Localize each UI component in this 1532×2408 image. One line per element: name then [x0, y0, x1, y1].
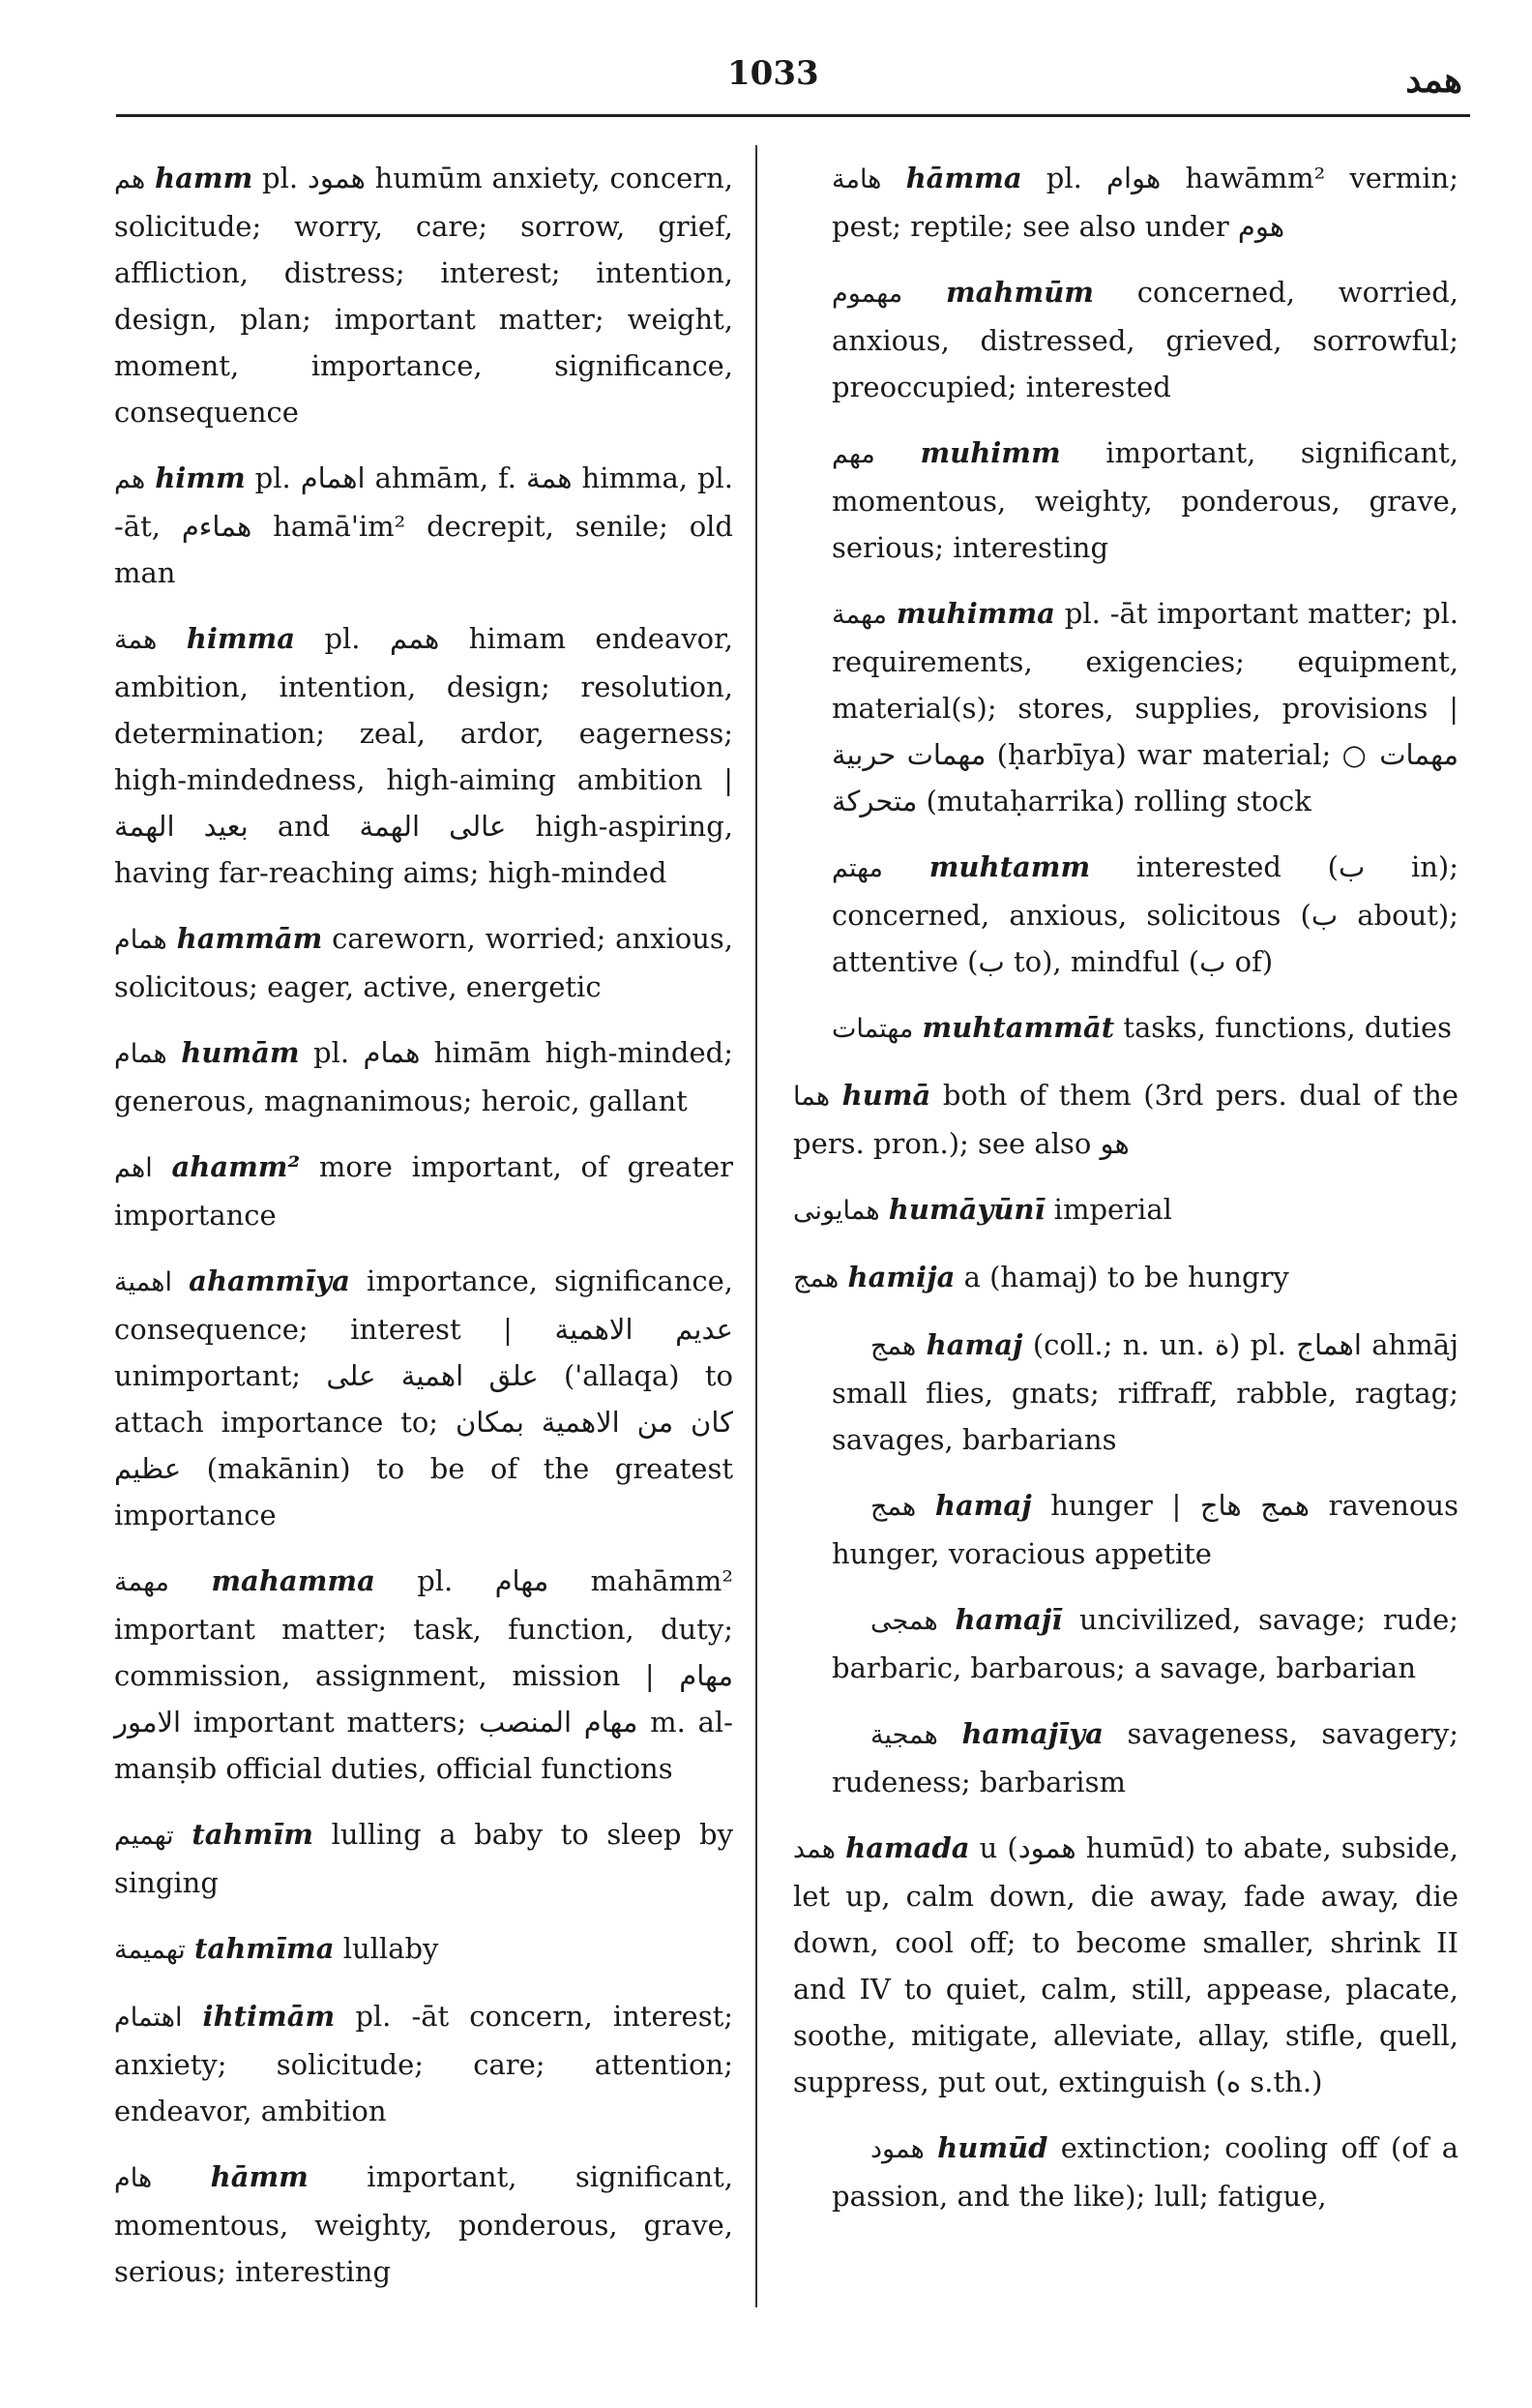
- arabic-term: هام: [114, 2163, 153, 2193]
- definition-text: concerned, worried, anxious, distressed, grieved, sorrowful; preoccupied; interested: [832, 276, 1458, 403]
- transliteration: mahmūm: [945, 276, 1094, 309]
- dictionary-entry: [832, 1004, 1458, 1053]
- transliteration: ihtimām: [202, 2000, 336, 2033]
- running-headword: همد: [1405, 60, 1462, 101]
- definition-text: importance, significance, consequence; interest | عديم الاهمية unimportant; علق اهمية على ('allaqa) to attach importance to; كان من الاهمية بمكان عظيم (makānin) to be of the greatest importance: [114, 1264, 733, 1531]
- definition-text: u (همود humūd) to abate, subside, let up, calm down, die away, fade away, die down, cool off; to become smaller, shrink II and IV to quiet, calm, still, appease, placate, soothe, mitigate, alleviate, allay, stifle, quell, suppress, put out, extinguish (ه s.th.): [793, 1831, 1458, 2098]
- definition-text: interested (ب in); concerned, anxious, solicitous (ب about); attentive (ب to), mindful (ب of): [832, 850, 1458, 978]
- arabic-term: هامة: [832, 164, 882, 194]
- transliteration: hamaj: [926, 1328, 1023, 1361]
- definition-text: (coll.; n. un. ة) pl. اهماج ahmāj small flies, gnats; riffraff, rabble, ragtag; savages, barbarians: [832, 1328, 1459, 1456]
- transliteration: hamada: [845, 1831, 970, 1864]
- transliteration: mahamma: [211, 1564, 375, 1597]
- dictionary-entry: [793, 1186, 1458, 1234]
- arabic-term: اهتمام: [114, 2003, 183, 2033]
- dictionary-entry: [114, 1258, 733, 1538]
- definition-text: important, significant, momentous, weighty, ponderous, grave, serious; interesting: [114, 2160, 733, 2288]
- arabic-term: همايونى: [793, 1196, 880, 1226]
- arabic-term: تهميمة: [114, 1935, 186, 1965]
- transliteration: hammām: [176, 922, 323, 955]
- arabic-term: همج: [793, 1263, 840, 1293]
- transliteration: hamija: [847, 1261, 956, 1293]
- dictionary-entry: [793, 1072, 1458, 1167]
- dictionary-entry: [832, 2125, 1458, 2219]
- right-column: [793, 155, 1459, 2239]
- transliteration: hāmm: [210, 2160, 309, 2193]
- dictionary-entry: [114, 455, 733, 596]
- dictionary-entry: [114, 1993, 733, 2134]
- arabic-term: همجى: [870, 1606, 938, 1636]
- dictionary-entry: [114, 1558, 733, 1792]
- definition-text: important, significant, momentous, weighty, ponderous, grave, serious; interesting: [832, 436, 1459, 564]
- transliteration: himm: [155, 461, 246, 494]
- definition-text: imperial: [1045, 1193, 1172, 1226]
- dictionary-entry: [114, 1811, 733, 1906]
- definition-text: pl. همم himam endeavor, ambition, intention, design; resolution, determination; zeal, ardor, eagerness; high-mindedness, high-aiming ambition | بعيد الهمة and عالى الهمة high-aspiring, having far-reaching aims; high-minded: [114, 622, 734, 889]
- definition-text: pl. همام himām high-minded; generous, magnanimous; heroic, gallant: [114, 1036, 733, 1117]
- arabic-term: همد: [793, 1834, 837, 1864]
- definition-text: uncivilized, savage; rude; barbaric, barbarous; a savage, barbarian: [832, 1603, 1458, 1684]
- transliteration: tahmīm: [192, 1818, 313, 1851]
- arabic-term: همة: [114, 625, 158, 655]
- column-divider: [755, 145, 757, 2307]
- dictionary-entry: [114, 615, 733, 896]
- page-number: 1033: [727, 54, 819, 93]
- arabic-term: هم: [114, 164, 146, 194]
- arabic-term: اهمية: [114, 1267, 172, 1297]
- dictionary-entry: [114, 155, 733, 435]
- arabic-term: مهتمات: [832, 1014, 914, 1044]
- arabic-term: هم: [114, 464, 146, 494]
- transliteration: muhimm: [920, 436, 1061, 469]
- dictionary-entry: [114, 1925, 733, 1974]
- dictionary-entry: [832, 1710, 1458, 1805]
- definition-text: lulling a baby to sleep by singing: [114, 1818, 734, 1899]
- definition-text: pl. مهام mahāmm² important matter; task, function, duty; commission, assignment, mission | مهام الامور important matters; مهام المنصب m. al-manṣib official duties, official functions: [114, 1564, 734, 1785]
- transliteration: muhtammāt: [922, 1011, 1115, 1044]
- definition-text: more important, of greater importance: [114, 1150, 733, 1232]
- definition-text: tasks, functions, duties: [1114, 1011, 1453, 1044]
- dictionary-entry: [793, 1254, 1458, 1302]
- dictionary-entry: [114, 1144, 733, 1238]
- dictionary-entry: [832, 430, 1458, 571]
- definition-text: pl. -āt concern, interest; anxiety; solicitude; care; attention; endeavor, ambition: [114, 2000, 734, 2127]
- definition-text: pl. اهمام ahmām, f. همة himma, pl. -āt, هماءم hamā'im² decrepit, senile; old man: [114, 461, 734, 589]
- arabic-term: همجية: [870, 1720, 938, 1750]
- transliteration: humūd: [937, 2131, 1048, 2164]
- transliteration: tahmīma: [194, 1932, 335, 1965]
- arabic-term: مهم: [832, 439, 875, 469]
- arabic-term: تهميم: [114, 1821, 174, 1851]
- transliteration: hamajīya: [961, 1717, 1104, 1750]
- arabic-term: همج: [870, 1331, 917, 1361]
- arabic-term: مهمة: [832, 600, 887, 630]
- left-column: [114, 155, 733, 2314]
- dictionary-entry: [793, 1825, 1458, 2105]
- transliteration: hamaj: [934, 1489, 1032, 1522]
- transliteration: ahamm²: [171, 1150, 301, 1183]
- dictionary-entry: [114, 1029, 733, 1124]
- transliteration: ahammīya: [189, 1264, 350, 1297]
- dictionary-entry: [832, 155, 1458, 250]
- arabic-term: همام: [114, 925, 167, 955]
- dictionary-entry: [832, 590, 1458, 824]
- transliteration: hamajī: [955, 1603, 1063, 1636]
- transliteration: muhimma: [896, 597, 1055, 630]
- definition-text: hunger | همج هاج ravenous hunger, voracious appetite: [832, 1489, 1458, 1570]
- arabic-term: همام: [114, 1039, 167, 1069]
- dictionary-entry: [832, 844, 1458, 985]
- arabic-term: اهم: [114, 1153, 153, 1183]
- definition-text: a (hamaj) to be hungry: [955, 1261, 1289, 1293]
- dictionary-entry: [832, 1322, 1458, 1463]
- transliteration: humāyūnī: [888, 1193, 1046, 1226]
- dictionary-entry: [114, 2154, 733, 2295]
- transliteration: hāmma: [905, 162, 1022, 194]
- dictionary-entry: [832, 269, 1458, 410]
- arabic-term: مهموم: [832, 279, 903, 309]
- transliteration: muhtamm: [928, 850, 1091, 883]
- definition-text: pl. همود humūm anxiety, concern, solicitude; worry, care; sorrow, grief, affliction, distress; interest; intention, design, plan; important matter; weight, moment, importance, significance, consequence: [114, 162, 734, 429]
- definition-text: careworn, worried; anxious, solicitous; eager, active, energetic: [114, 922, 733, 1003]
- arabic-term: همود: [870, 2134, 925, 2164]
- dictionary-entry: [832, 1482, 1458, 1577]
- definition-text: pl. هوام hawāmm² vermin; pest; reptile; see also under هوم: [832, 162, 1458, 243]
- definition-text: lullaby: [334, 1932, 439, 1965]
- arabic-term: مهمة: [114, 1567, 169, 1597]
- arabic-term: همج: [870, 1492, 917, 1522]
- dictionary-entry: [114, 915, 733, 1010]
- arabic-term: مهتم: [832, 853, 884, 883]
- transliteration: humā: [841, 1079, 931, 1112]
- arabic-term: هما: [793, 1082, 831, 1112]
- transliteration: hamm: [155, 162, 253, 194]
- transliteration: humām: [181, 1036, 300, 1069]
- definition-text: both of them (3rd pers. dual of the pers. pron.); see also هو: [793, 1079, 1458, 1160]
- definition-text: pl. -āt important matter; pl. requirements, exigencies; equipment, material(s); stores, supplies, provisions | مهمات حربية (ḥarbīya) war material; ○ مهمات متحركة (mutaḥarrika) rolling stock: [832, 597, 1459, 818]
- transliteration: himma: [186, 622, 296, 655]
- definition-text: savageness, savagery; rudeness; barbarism: [832, 1717, 1458, 1799]
- dictionary-entry: [832, 1596, 1458, 1691]
- definition-text: extinction; cooling off (of a passion, and the like); lull; fatigue,: [832, 2131, 1458, 2213]
- header-rule: [116, 114, 1470, 117]
